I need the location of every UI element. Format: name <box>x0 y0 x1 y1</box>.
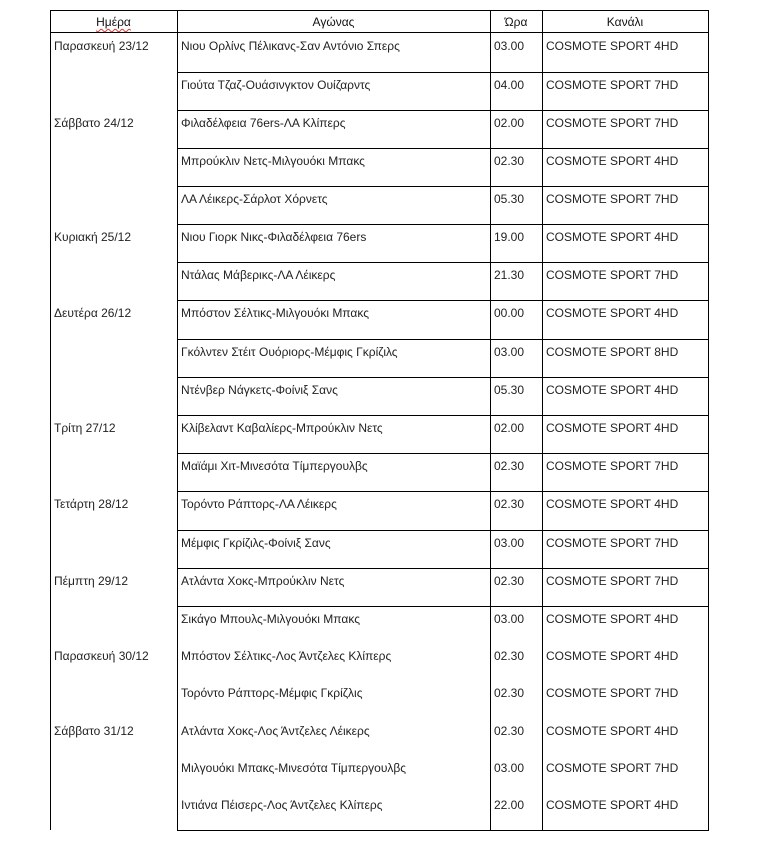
match-cell: Μέμφις Γκρίζιλς-Φοίνιξ Σανς <box>181 536 331 550</box>
day-cell: Παρασκευή 30/12 <box>54 649 149 663</box>
match-cell: Φιλαδέλφεια 76ers-ΛΑ Κλίπερς <box>181 116 346 130</box>
day-cell: Κυριακή 25/12 <box>54 230 132 244</box>
time-cell: 02.30 <box>494 154 525 168</box>
time-cell: 02.30 <box>494 574 525 588</box>
time-cell: 03.00 <box>494 39 525 53</box>
time-cell: 02.00 <box>494 116 525 130</box>
match-cell: Μιλγουόκι Μπακς-Μινεσότα Τίμπεργουλβς <box>181 761 407 775</box>
row-divider <box>177 606 709 607</box>
time-cell: 02.30 <box>494 686 525 700</box>
channel-cell: COSMOTE SPORT 7HD <box>546 536 679 550</box>
header-match: Αγώνας <box>177 10 490 33</box>
channel-cell: COSMOTE SPORT 8HD <box>546 345 679 359</box>
column-divider <box>542 10 543 830</box>
match-cell: Γκόλντεν Στέιτ Ουόριορς-Μέμφις Γκρίζιλς <box>181 345 398 359</box>
channel-cell: COSMOTE SPORT 7HD <box>546 761 679 775</box>
row-divider <box>177 148 709 149</box>
day-cell: Παρασκευή 23/12 <box>54 39 149 53</box>
channel-cell: COSMOTE SPORT 7HD <box>546 574 679 588</box>
channel-cell: COSMOTE SPORT 7HD <box>546 268 679 282</box>
row-divider <box>177 300 709 301</box>
time-cell: 04.00 <box>494 78 525 92</box>
row-divider <box>177 110 709 111</box>
channel-cell: COSMOTE SPORT 7HD <box>546 116 679 130</box>
day-cell: Σάββατο 24/12 <box>54 116 134 130</box>
channel-cell: COSMOTE SPORT 4HD <box>546 798 679 812</box>
channel-cell: COSMOTE SPORT 4HD <box>546 306 679 320</box>
row-divider <box>177 262 709 263</box>
time-cell: 02.30 <box>494 649 525 663</box>
match-cell: Ατλάντα Χοκς-Μπρούκλιν Νετς <box>181 574 345 588</box>
row-divider <box>177 72 709 73</box>
row-divider <box>177 186 709 187</box>
channel-cell: COSMOTE SPORT 4HD <box>546 497 679 511</box>
row-divider <box>177 224 709 225</box>
match-cell: Γιούτα Τζαζ-Ουάσινγκτον Ουίζαρντς <box>181 78 371 92</box>
match-cell: Τορόντο Ράπτορς-ΛΑ Λέικερς <box>181 497 337 511</box>
channel-cell: COSMOTE SPORT 4HD <box>546 230 679 244</box>
table-bottom-border <box>177 830 709 831</box>
time-cell: 03.00 <box>494 612 525 626</box>
time-cell: 02.30 <box>494 459 525 473</box>
channel-cell: COSMOTE SPORT 7HD <box>546 686 679 700</box>
channel-cell: COSMOTE SPORT 7HD <box>546 192 679 206</box>
header-day-label: Ημέρα <box>96 15 131 29</box>
match-cell: Ατλάντα Χοκς-Λος Άντζελες Λέικερς <box>181 724 370 738</box>
row-divider <box>177 415 709 416</box>
time-cell: 02.00 <box>494 421 525 435</box>
match-cell: Τορόντο Ράπτορς-Μέμφις Γκρίζλις <box>181 686 363 700</box>
time-cell: 19.00 <box>494 230 525 244</box>
match-cell: Μαϊάμι Χιτ-Μινεσότα Τίμπεργουλβς <box>181 459 368 473</box>
match-cell: ΛΑ Λέικερς-Σάρλοτ Χόρνετς <box>181 192 328 206</box>
match-cell: Νιου Ορλίνς Πέλικανς-Σαν Αντόνιο Σπερς <box>181 39 400 53</box>
header-time: Ώρα <box>490 10 542 33</box>
time-cell: 00.00 <box>494 306 525 320</box>
channel-cell: COSMOTE SPORT 4HD <box>546 612 679 626</box>
time-cell: 05.30 <box>494 383 525 397</box>
channel-cell: COSMOTE SPORT 4HD <box>546 383 679 397</box>
time-cell: 22.00 <box>494 798 525 812</box>
time-cell: 02.30 <box>494 497 525 511</box>
day-cell: Δευτέρα 26/12 <box>54 306 132 320</box>
row-divider <box>177 530 709 531</box>
match-cell: Νιου Γιορκ Νικς-Φιλαδέλφεια 76ers <box>181 230 367 244</box>
channel-cell: COSMOTE SPORT 7HD <box>546 459 679 473</box>
column-divider <box>177 10 178 830</box>
row-divider <box>177 339 709 340</box>
day-cell: Σάββατο 31/12 <box>54 724 134 738</box>
day-cell: Πέμπτη 29/12 <box>54 574 128 588</box>
channel-cell: COSMOTE SPORT 7HD <box>546 78 679 92</box>
time-cell: 03.00 <box>494 345 525 359</box>
match-cell: Ιντιάνα Πέισερς-Λος Άντζελες Κλίπερς <box>181 798 383 812</box>
row-divider <box>177 568 709 569</box>
channel-cell: COSMOTE SPORT 4HD <box>546 724 679 738</box>
time-cell: 03.00 <box>494 761 525 775</box>
time-cell: 02.30 <box>494 724 525 738</box>
time-cell: 21.30 <box>494 268 525 282</box>
match-cell: Σικάγο Μπουλς-Μιλγουόκι Μπακς <box>181 612 360 626</box>
match-cell: Μπόστον Σέλτικς-Μιλγουόκι Μπακς <box>181 306 369 320</box>
match-cell: Ντάλας Μάβερικς-ΛΑ Λέικερς <box>181 268 336 282</box>
table-left-border <box>50 10 51 830</box>
row-divider <box>177 453 709 454</box>
day-cell: Τρίτη 27/12 <box>54 421 116 435</box>
channel-cell: COSMOTE SPORT 4HD <box>546 154 679 168</box>
day-cell: Τετάρτη 28/12 <box>54 497 129 511</box>
column-divider <box>490 10 491 830</box>
time-cell: 03.00 <box>494 536 525 550</box>
row-divider <box>177 491 709 492</box>
match-cell: Μπόστον Σέλτικς-Λος Άντζελες Κλίπερς <box>181 649 392 663</box>
channel-cell: COSMOTE SPORT 4HD <box>546 39 679 53</box>
header-channel: Κανάλι <box>542 10 708 33</box>
header-day <box>50 10 177 33</box>
table-right-border <box>708 10 709 830</box>
channel-cell: COSMOTE SPORT 4HD <box>546 649 679 663</box>
match-cell: Μπρούκλιν Νετς-Μιλγουόκι Μπακς <box>181 154 365 168</box>
time-cell: 05.30 <box>494 192 525 206</box>
match-cell: Κλίβελαντ Καβαλίερς-Μπρούκλιν Νετς <box>181 421 383 435</box>
match-cell: Ντένβερ Νάγκετς-Φοίνιξ Σανς <box>181 383 338 397</box>
row-divider <box>177 377 709 378</box>
channel-cell: COSMOTE SPORT 4HD <box>546 421 679 435</box>
